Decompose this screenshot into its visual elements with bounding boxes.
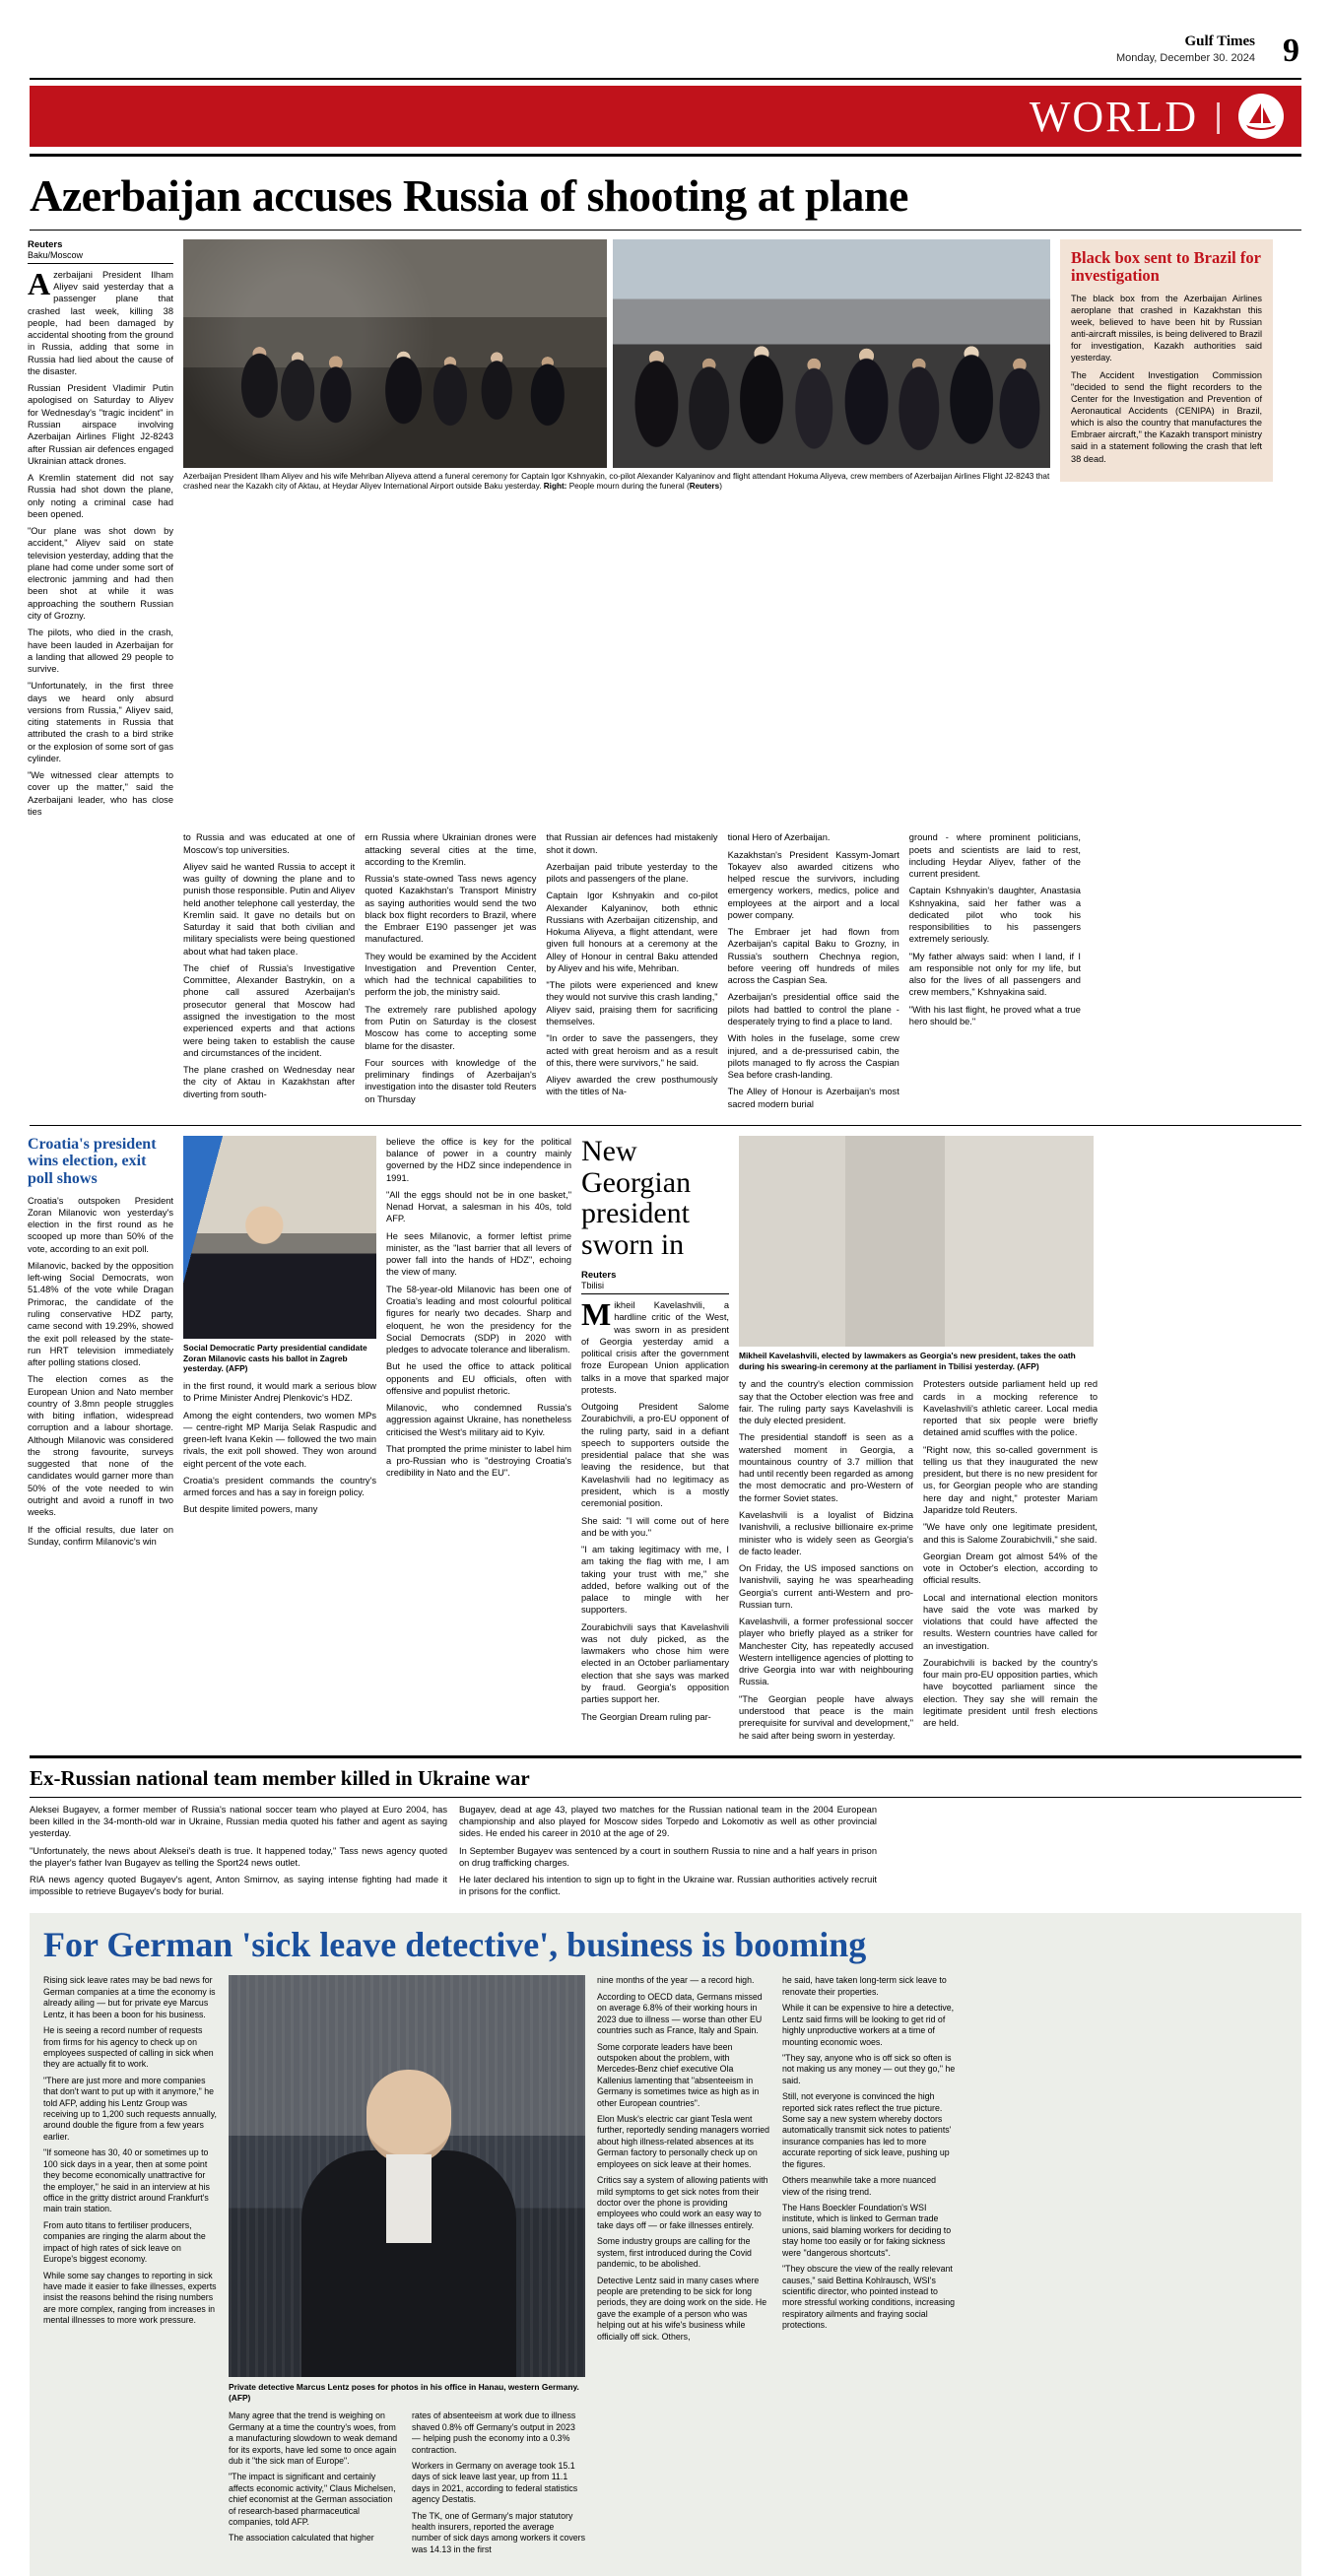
body-paragraph: Others meanwhile take a more nuanced view of the rising trend. xyxy=(782,2175,936,2197)
georgia-headline-column xyxy=(581,1136,729,1747)
body-paragraph: tional Hero of Azerbaijan. xyxy=(727,832,831,843)
croatia-column-1 xyxy=(28,1136,173,1747)
bugayev-headline: Ex-Russian national team member killed in Ukraine war xyxy=(30,1765,530,1790)
photo-caption xyxy=(183,472,1050,493)
body-paragraph: The Hans Boeckler Foundation's WSI institute, which is linked to German trade unions, said blaming workers for deciding to stay home too easily or for faking sickness were "dangerous shortcuts". xyxy=(782,2203,952,2258)
photo1-caption-text: Azerbaijan President Ilham Aliyev and his wife Mehriban Aliyeva attend a funeral ceremony for Captain Igor Kshnyakin, co-pilot Alexander Kalyaninov and flight attendant Hokuma Aliyeva, crew members of Azerbaijan Airlines Flight J2-8243 that crashed near the Kazakh city of Aktau, at Heydar Aliyev International Airport outside Baku yesterday. xyxy=(183,471,1050,492)
body-paragraph: The Alley of Honour is Azerbaijan's most sacred modern burial xyxy=(727,1087,899,1109)
publication-name: Gulf Times xyxy=(1184,33,1255,49)
masthead-rule xyxy=(30,78,1301,80)
body-paragraph: Captain Kshnyakin's daughter, Anastasia Kshnyakina, said her father was a dedicated pilot who took his responsibilities to his passengers extremely seriously. xyxy=(908,886,1081,945)
german-col1 xyxy=(43,1975,217,2560)
body-paragraph: Rising sick leave rates may be bad news for German companies at a time the economy is already ailing — but for private eye Marcus Lentz, it has been a boon for his business. xyxy=(43,1975,216,2019)
body-paragraph: On Friday, the US imposed sanctions on Ivanishvili, saying he was spearheading Georgia's current anti-Western and pro-Russian turn. xyxy=(739,1563,913,1610)
body-paragraph: Milanovic, backed by the opposition left-wing Social Democrats, won 51.48% of the vote while Dragan Primorac, the candidate of the ruling conservative HDZ party, came second with 19.29%, showed the exit poll released by the state-run HRT television immediately after polling stations closed. xyxy=(28,1260,173,1368)
georgia-flag-red-stripe xyxy=(755,1136,788,1284)
body-paragraph: He later declared his intention to sign up to fight in the Ukraine war. Russian authorities actively recruit in prisons for the conflict. xyxy=(459,1875,877,1897)
sailing-dhow-logo-icon xyxy=(1238,94,1284,139)
croatia-col3-text xyxy=(386,1136,571,1480)
body-paragraph: "The impact is significant and certainly affects economic activity," Claus Michelsen, chief economist at the German association of research-based pharmaceutical companies, told AFP. xyxy=(229,2472,396,2528)
body-paragraph: Azerbaijan paid tribute yesterday to the pilots and passengers of the plane. xyxy=(546,861,718,885)
german-under-photo-columns xyxy=(229,2411,585,2560)
body-paragraph: That prompted the prime minister to label him a pro-Russian who is "destroying Croatia's credibility in Nato and the EU". xyxy=(386,1443,571,1479)
lead-paragraph: "We witnessed clear attempts to cover up the matter," said the Azerbaijani leader, who has close ties xyxy=(28,770,173,817)
german-photo-column xyxy=(229,1975,585,2560)
black-box-title: Black box sent to Brazil for investigation xyxy=(1071,247,1261,286)
body-paragraph: The election comes as the European Union and Nato member country of 3.8mn people struggles with biting inflation, widespread corruption and a labour shortage. Although Milanovic was considered the strong favourite, surveys suggested that none of the candidates would garner more than 50% of the vote needed to win outright and avoid a runoff in two weeks. xyxy=(28,1374,173,1518)
black-box-sidebar xyxy=(1060,239,1273,823)
body-paragraph: he said, have taken long-term sick leave to renovate their properties. xyxy=(782,1975,947,1997)
body-paragraph: The TK, one of Germany's major statutory health insurers, reported the average number of sick days among workers it covers was 14.13 in the first xyxy=(412,2510,586,2554)
body-paragraph: Aliyev awarded the crew posthumously with the titles of Na- xyxy=(546,1075,718,1097)
bugayev-col2 xyxy=(459,1804,877,1903)
body-paragraph: Croatia's president commands the country's armed forces and has a say in foreign policy. xyxy=(183,1475,376,1498)
black-box-panel xyxy=(1060,239,1273,482)
body-paragraph: Detective Lentz said in many cases where people are pretending to be sick for long periods, they are doing work on the side. He gave the example of a person who was helping out at his wife's business while officially off sick. Others, xyxy=(597,2275,767,2342)
body-paragraph: Many agree that the trend is weighing on Germany at a time the country's woes, from a manufacturing slowdown to weak demand for its exports, have led some to once again dub it "the sick man of Europe". xyxy=(229,2411,398,2466)
body-paragraph: RIA news agency quoted Bugayev's agent, Anton Smirnov, as saying intense fighting had made it impossible to retrieve Bugayev's body for burial. xyxy=(30,1875,447,1897)
georgia-photo-caption: Mikheil Kavelashvili, elected by lawmakers as Georgia's new president, takes the oath during his swearing-in ceremony at the parliament in Tbilisi yesterday. (AFP) xyxy=(739,1350,1076,1371)
lead-paragraph: The pilots, who died in the crash, have been lauded in Azerbaijan for a landing that allowed 29 people to survive. xyxy=(28,627,173,675)
byline-location: Baku/Moscow xyxy=(28,249,84,260)
body-paragraph: in the first round, it would mark a serious blow to Prime Minister Andrej Plenkovic's HDZ. xyxy=(183,1381,376,1404)
masthead xyxy=(28,0,1303,72)
body-paragraph: Zourabichvili is backed by the country's four main pro-EU opposition parties, which have boycotted parliament since the election. They say she will remain the legitimate president until fresh elections are held. xyxy=(923,1657,1098,1729)
president-hair xyxy=(887,1154,958,1193)
body-paragraph: Critics say a system of allowing patients with mild symptoms to get sick notes from their doctor over the phone is providing employees who could work an easy way to take days off — or fake illnesses entirely. xyxy=(597,2175,768,2230)
bugayev-top-rule xyxy=(30,1755,1301,1758)
lead-paragraph: Russian President Vladimir Putin apologised on Saturday to Aliyev for Wednesday's "tragic incident" in Russian airspace involving Azerbaijan Airlines Flight J2-8243 after Russian air defences engaged Ukrainian attack drones. xyxy=(28,383,173,466)
georgia-byline-rule xyxy=(581,1293,729,1294)
german-col2-text xyxy=(229,2411,402,2560)
croatia-col2-text xyxy=(183,1380,376,1516)
georgia-lower-columns xyxy=(739,1378,1098,1746)
detective-head xyxy=(366,2070,451,2164)
body-paragraph: He sees Milanovic, a former leftist prime minister, as the "last barrier that all levers of power fall into the hands of HDZ", echoing the view of many. xyxy=(386,1230,571,1278)
body-paragraph: Aliyev said he wanted Russia to accept it was guilty of downing the plane and to punish those responsible. Putin and Aliyev held another telephone call yesterday, the Kremlin said. It gave no details but on Saturday it said that both civilian and military specialists were being questioned about what had taken place. xyxy=(183,861,356,957)
body-paragraph: ern Russia where Ukrainian drones were attacking several cities at the time, according to the Kremlin. xyxy=(365,832,537,867)
body-paragraph: Four sources with knowledge of the preliminary findings of Azerbaijan's investigation into the disaster told Reuters on Thursday xyxy=(365,1057,537,1104)
photo-white-bar xyxy=(183,1301,376,1339)
body-paragraph: "They obscure the view of the really relevant causes," said Bettina Kohlrausch, WSI's scientific director, who pointed instead to more stressful working conditions, increasing respiratory ailments and fraying social protections. xyxy=(782,2264,956,2331)
bugayev-columns xyxy=(28,1804,1303,1903)
body-paragraph: "The pilots were experienced and knew they would not survive this crash landing," Aliyev said, praising them for sacrificing themselves. xyxy=(546,980,718,1026)
georgia-byline-location: Tbilisi xyxy=(581,1281,605,1291)
body-paragraph: The chief of Russia's Investigative Committee, Alexander Bastrykin, on a phone call assured Azerbaijan's prosecutor general that Moscow had assigned the investigation to the most experienced experts and that actions were being taken to establish the cause and circumstances of the incident. xyxy=(183,962,356,1058)
byline-rule xyxy=(28,263,173,264)
body-paragraph: The extremely rare published apology from Putin on Saturday is the closest Moscow has come to accepting some blame for the disaster. xyxy=(365,1004,537,1051)
marcus-lentz-office-photo xyxy=(229,1975,585,2377)
lead-article xyxy=(28,239,1303,823)
body-paragraph: Georgian Dream got almost 54% of the vote in October's election, according to official results. xyxy=(923,1551,1098,1586)
banner-bottom-rule xyxy=(30,154,1301,157)
publication-date: Monday, December 30. 2024 xyxy=(1115,52,1255,64)
photo2-caption-text: People mourn during the funeral ( xyxy=(568,482,690,492)
continuation-column-4 xyxy=(728,831,899,1115)
georgia-headline: New Georgian president sworn in xyxy=(581,1134,692,1262)
body-paragraph: Bugayev, dead at age 43, played two matches for the Russian national team in the 2004 European championship and also played for Moscow sides Torpedo and Lokomotiv as well as other provincial sides. He ended his career in 2010 at the age of 29. xyxy=(459,1804,877,1839)
body-paragraph: The Embraer jet had flown from Azerbaijan's capital Baku to Grozny, in Russia's southern Chechnya region, before veering off hundreds of miles across the Caspian Sea. xyxy=(727,927,899,986)
body-paragraph: They would be examined by the Accident Investigation and Prevention Center, which had the technical capabilities to perform the job, the ministry said. xyxy=(365,951,537,998)
body-paragraph: But he used the office to attack political opponents and EU officials, often with offensive and populist rhetoric. xyxy=(386,1361,571,1396)
page-number: 9 xyxy=(1283,32,1299,69)
lead-paragraph: A Kremlin statement did not say Russia had shot down the plane, only noting a criminal case had been opened. xyxy=(28,473,173,519)
body-paragraph: With holes in the fuselage, some crew injured, and a de-pressurised cabin, the pilots managed to fly across the Caspian Sea before crash-landing. xyxy=(727,1033,899,1081)
headline-rule xyxy=(30,230,1301,231)
byline-agency: Reuters xyxy=(28,238,63,250)
bugayev-rule xyxy=(30,1797,1301,1798)
body-paragraph: "I am taking legitimacy with me, I am taking the flag with me, I am taking your trust with me," she added, before walking out of the palace to mingle with her supporters. xyxy=(581,1545,729,1616)
german-col4-text xyxy=(597,1975,770,2343)
mourners-crowd-photo xyxy=(613,239,1050,468)
body-paragraph: Zourabichvili says that Kavelashvili was not duly picked, as the lawmakers who chose him were elected in an October parliamentary election that she says was marked by fraud. Georgia's opposition parties support her. xyxy=(581,1621,729,1705)
body-paragraph: ground - where prominent politicians, poets and scientists are laid to rest, including Heydar Aliyev, father of the current president. xyxy=(908,832,1081,880)
german-col5 xyxy=(782,1975,956,2560)
croatia-col1-text xyxy=(28,1195,173,1548)
croatia-photo-column xyxy=(183,1136,376,1747)
body-paragraph: If the official results, due later on Sunday, confirm Milanovic's win xyxy=(28,1524,173,1547)
body-paragraph: to Russia and was educated at one of Moscow's top universities. xyxy=(183,832,356,855)
black-box-paragraph: The black box from the Azerbaijan Airlines aeroplane that crashed in Kazakhstan this week, believed to have been hit by Russian anti-aircraft missiles, is being delivered to Brazil for investigation, Kazakh authorities said yesterday. xyxy=(1071,293,1262,363)
body-paragraph: "They say, anyone who is off sick so often is not making us any money — out they go," he said. xyxy=(782,2052,956,2085)
bugayev-col1 xyxy=(30,1804,447,1903)
body-paragraph: "Unfortunately, the news about Aleksei's death is true. It happened today," Tass news agency quoted the player's father Ivan Bugayev as telling the Sport24 news outlet. xyxy=(30,1845,447,1868)
body-paragraph: Some corporate leaders have been outspoken about the problem, with Mercedes-Benz chief executive Ola Kallenius lamenting that "absenteeism in Germany is sometimes twice as high as in other European countries". xyxy=(597,2041,760,2108)
photo2-caption-label: Right: xyxy=(543,482,567,492)
president-figure xyxy=(857,1161,987,1347)
body-paragraph: ty and the country's election commission say that the October election was free and fair. The ruling party says Kavelashvili is the duly elected president. xyxy=(739,1379,913,1426)
black-box-text xyxy=(1071,293,1262,465)
body-paragraph: "In order to save the passengers, they acted with great heroism and as a result of this, there were survivors," he said. xyxy=(546,1033,718,1068)
kavelashvili-oath-photo xyxy=(739,1136,1094,1347)
georgia-col3-text xyxy=(923,1378,1098,1746)
german-col1-text xyxy=(43,1975,217,2326)
body-paragraph: believe the office is key for the political balance of power in a country mainly governed by the HDZ since independence in 1991. xyxy=(386,1136,571,1183)
photo-row xyxy=(183,239,1050,468)
bugayev-spacer xyxy=(889,1804,1301,1903)
lead-col1-text xyxy=(28,265,173,818)
georgia-photo-column xyxy=(739,1136,1098,1747)
body-paragraph: "All the eggs should not be in one basket," Nenad Horvat, a salesman in his 40s, told AFP. xyxy=(386,1189,571,1224)
body-paragraph: According to OECD data, Germans missed on average 6.8% of their working hours in 2023 due to illness — worse than other EU countries such as France, Italy and Spain. xyxy=(597,1991,763,2036)
german-col4 xyxy=(597,1975,770,2560)
photo2-credit: Reuters xyxy=(689,482,720,492)
german-feature-columns xyxy=(43,1975,1288,2560)
body-paragraph: Mikheil Kavelashvili, a hardline critic of the West, was sworn in as president of Georgia yesterday amid a political crisis after the government froze European Union application talks in a move that sparked major protests. xyxy=(581,1296,729,1395)
georgia-byline-agency: Reuters xyxy=(581,1270,617,1282)
body-paragraph: "My father always said: when I land, if I am responsible not only for my life, but also for the lives of all passengers and crew members," Kshnyakina said. xyxy=(908,951,1081,998)
body-paragraph: rates of absenteeism at work due to illness shaved 0.8% off Germany's output in 2023 — helping push the economy into a 0.3% contraction. xyxy=(412,2411,576,2455)
body-paragraph: Local and international election monitors have said the vote was marked by violations that could have affected the results. Western countries have called for an investigation. xyxy=(923,1592,1098,1651)
croatia-column-3 xyxy=(386,1136,571,1747)
continuation-column-5 xyxy=(909,831,1081,1115)
body-paragraph: "The Georgian people have always understood that peace is the main prerequisite for survival and development," he said after being sworn in yesterday. xyxy=(739,1693,913,1741)
page-title: Azerbaijan accuses Russia of shooting at plane xyxy=(30,170,908,221)
continuation-column-2 xyxy=(365,831,536,1115)
body-paragraph: Protesters outside parliament held up red cards in a mocking reference to Kavelashvili's athletic career. Local media reported that six people were briefly detained amid scuffles with the police. xyxy=(923,1379,1098,1438)
body-paragraph: The association calculated that higher xyxy=(229,2533,374,2543)
body-paragraph: While some say changes to reporting in sick have made it easier to fake illnesses, experts insist the reasons behind the rising numbers are more complex, ranging from increases in mental illnesses to more work pressure. xyxy=(43,2270,217,2326)
german-col3-text xyxy=(412,2411,585,2560)
funeral-ceremony-photo xyxy=(183,239,607,468)
body-paragraph: Kavelashvili, a former professional soccer player who briefly played as a striker for Manchester City, has repeatedly accused Western intelligence agencies of plotting to drive Georgia into war with neighbouring Russia. xyxy=(739,1617,913,1687)
body-paragraph: Russia's state-owned Tass news agency quoted Kazakhstan's Transport Ministry as saying authorities would send the two black box flight recorders to Brazil, where the Embraer E190 passenger jet was manufactured. xyxy=(365,874,537,945)
continuation-spacer-right xyxy=(1091,831,1303,1115)
body-paragraph: While it can be expensive to hire a detective, Lentz said firms will be looking to get rid of highly unproductive workers at a time of mounting economic woes. xyxy=(782,2003,955,2047)
georgia-col2-text xyxy=(739,1378,913,1746)
body-paragraph: Captain Igor Kshnyakin and co-pilot Alexander Kalyaninov, both ethnic Russians with Azerbaijan citizenship, and Hokuma Aliyeva, a flight attendant, were given full honours at a ceremony at the Alley of Honour in central Baku attended by Aliyev and his wife, Mehriban. xyxy=(546,891,718,973)
section-banner xyxy=(30,86,1301,147)
body-paragraph: Croatia's outspoken President Zoran Milanovic won yesterday's election in the first round as he scooped up more than 50% of the vote, according to an exit poll. xyxy=(28,1195,173,1254)
body-paragraph: Some industry groups are calling for the system, first introduced during the Covid pandemic, to be abolished. xyxy=(597,2236,752,2270)
georgia-byline xyxy=(581,1270,729,1290)
georgia-flag-white-stripe xyxy=(788,1136,814,1284)
section-title: WORLD xyxy=(1029,92,1199,141)
body-paragraph: Aleksei Bugayev, a former member of Russia's national soccer team who played at Euro 2004, has been killed in the 34-month-old war in Ukraine, Russian media quoted his father and agent as saying yesterday. xyxy=(30,1804,447,1839)
body-paragraph: She said: "I will come out of here and be with you." xyxy=(581,1515,729,1538)
detective-shirt xyxy=(386,2154,432,2243)
black-box-paragraph: The Accident Investigation Commission "decided to send the flight recorders to the Center for the Investigation and Prevention of Aeronautical Accidents (CENIPA) in Brazil, which is also the country that manufactures the Embraer aircraft," the Kazakh transport ministry said in a statement following the crash that left 38 dead. xyxy=(1071,369,1262,464)
body-paragraph: In September Bugayev was sentenced by a court in southern Russia to nine and a half years in prison on drug trafficking charges. xyxy=(459,1845,877,1868)
german-col5-text xyxy=(782,1975,956,2331)
section-divider-rule xyxy=(30,1125,1301,1126)
body-paragraph: From auto titans to fertiliser producers, companies are ringing the alarm about the impact of high rates of sick leave on Europe's biggest economy. xyxy=(43,2219,206,2265)
croatia-photo-caption: Social Democratic Party presidential candidate Zoran Milanovic casts his ballot in Zagreb yesterday. (AFP) xyxy=(183,1342,367,1374)
lead-column-1 xyxy=(28,239,173,823)
section-divider: | xyxy=(1214,97,1223,135)
body-paragraph: "With his last flight, he proved what a true hero should be." xyxy=(908,1004,1081,1026)
body-paragraph: "There are just more and more companies that don't want to put up with it anymore," he told AFP, adding his Lentz Group was receiving up to 1,200 such requests annually, around double the figure from a few years earlier. xyxy=(43,2075,217,2142)
milanovic-voting-photo xyxy=(183,1136,376,1339)
german-feature-headline: For German 'sick leave detective', business is booming xyxy=(43,1924,867,1964)
croatia-headline: Croatia's president wins election, exit poll shows xyxy=(28,1135,157,1188)
body-paragraph: Azerbaijan's presidential office said the pilots had battled to control the plane - desperately trying to find a place to land. xyxy=(727,992,899,1026)
lead-continuation xyxy=(28,831,1303,1115)
byline xyxy=(28,239,173,260)
body-paragraph: Milanovic, who condemned Russia's aggression against Ukraine, has nonetheless criticised the West's military aid to Kyiv. xyxy=(386,1403,571,1437)
body-paragraph: Workers in Germany on average took 15.1 days of sick leave last year, up from 11.1 days in 2021, according to federal statistics agency Destatis. xyxy=(412,2460,578,2505)
body-paragraph: Kavelashvili is a loyalist of Bidzina Ivanishvili, a reclusive billionaire ex-prime minister who is widely seen as Georgia's de facto leader. xyxy=(739,1509,913,1556)
german-photo-caption: Private detective Marcus Lentz poses for photos in his office in Hanau, western Germany. (AFP) xyxy=(229,2382,579,2404)
body-paragraph: "If someone has 30, 40 or sometimes up to 100 sick days in a year, then at some point they become economically unattractive for the employer," he said in an interview at his office in the gritty district around Frankfurt's main train station. xyxy=(43,2147,210,2214)
body-paragraph: Among the eight contenders, two women MPs — centre-right MP Marija Selak Raspudic and green-left Ivana Kekin — followed the two main rivals, the exit poll showed. They won around eight percent of the vote each. xyxy=(183,1410,376,1469)
georgia-col1-text xyxy=(581,1296,729,1723)
body-paragraph: Elon Musk's electric car giant Tesla went further, reportedly sending managers worried about high illness-related absences at its German factory to personally check up on employees on sick leave at their homes. xyxy=(597,2114,770,2169)
continuation-column-3 xyxy=(546,831,717,1115)
body-paragraph: The presidential standoff is seen as a watershed moment in Georgia, a mountainous country of 3.7 million that had until recently been regarded as among the most democratic and pro-Western of the former Soviet states. xyxy=(739,1432,913,1503)
photo2-caption-end: ) xyxy=(719,482,722,492)
body-paragraph: Outgoing President Salome Zourabichvili, a pro-EU opponent of the ruling party, said in a defiant speech to supporters outside the presidential palace that she was leaving the residence, but that Kavelashvili had no legitimacy as president, which is a mostly ceremonial position. xyxy=(581,1402,729,1509)
german-feature-article xyxy=(30,1913,1301,2576)
body-paragraph: He is seeing a record number of requests from firms for his agency to check up on employees suspected of calling in sick when they are actually fit to work. xyxy=(43,2025,214,2070)
body-paragraph: that Russian air defences had mistakenly shot it down. xyxy=(546,832,718,855)
lead-photo-group xyxy=(183,239,1050,823)
lead-paragraph: "Unfortunately, in the first three days we heard only absurd versions from Russia," Aliyev said, citing statements in Russia that attributed the crash to a bird strike or the explosion of some sort of gas cylinder. xyxy=(28,681,173,763)
masthead-publication-block xyxy=(1116,33,1255,64)
lead-paragraph: "Our plane was shot down by accident," Aliyev said on state television yesterday, adding that the plane had come under some sort of electronic jamming and had then been shot at while it was approaching the southern Russian city of Grozny. xyxy=(28,526,173,621)
body-paragraph: The 58-year-old Milanovic has been one of Croatia's leading and most colourful political figures for nearly two decades. Sharp and eloquent, he won the presidency for the Social Democrats (SDP) in 2020 with pledges to advocate tolerance and liberalism. xyxy=(386,1284,571,1355)
mid-section xyxy=(28,1136,1303,1747)
bugayev-article xyxy=(28,1766,1303,1903)
body-paragraph: But despite limited powers, many xyxy=(183,1504,318,1515)
lead-paragraph: Azerbaijani President Ilham Aliyev said yesterday that a passenger plane that crashed last week, killing 38 people, had been damaged by accidental shooting from the ground in Russia, adding that some in Russia had lied about the cause of the disaster. xyxy=(28,265,173,376)
body-paragraph: Still, not everyone is convinced the high reported sick rates reflect the true picture. Some say a new system whereby doctors automatically transmit sick notes to patients' insurance companies has led to more accurate reporting of sick leave, pushing up the figures. xyxy=(782,2091,952,2169)
body-paragraph: The Georgian Dream ruling par- xyxy=(581,1711,711,1722)
body-paragraph: "Right now, this so-called government is telling us that they inaugurated the new president, but there is no new president for us, for Georgian people who are standing here day and night," protester Mariam Japaridze told Reuters. xyxy=(923,1444,1098,1515)
body-paragraph: Kazakhstan's President Kassym-Jomart Tokayev also awarded citizens who helped rescue the survivors, including emergency workers, medics, police and employees at the airport and a local power company. xyxy=(727,849,899,920)
continuation-spacer xyxy=(28,831,173,1115)
body-paragraph: "We have only one legitimate president, and this is Salome Zourabichvili," she said. xyxy=(923,1522,1098,1545)
body-paragraph: The plane crashed on Wednesday near the city of Aktau in Kazakhstan after diverting from south- xyxy=(183,1065,356,1099)
continuation-column-1 xyxy=(183,831,355,1115)
body-paragraph: nine months of the year — a record high. xyxy=(597,1975,755,1986)
